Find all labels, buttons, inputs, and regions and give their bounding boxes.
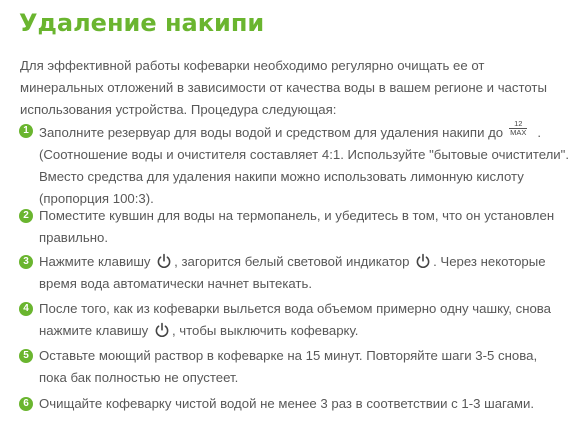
intro-paragraph — [20, 55, 547, 121]
step-line: время вода автоматически начнет вытекать. — [39, 276, 313, 291]
max-level-mark — [509, 120, 527, 137]
step-line: После того, как из кофеварки выльется вода объемом примерно одну чашку, снова — [39, 301, 552, 316]
step-line: Очищайте кофеварку чистой водой не менее 3 раз в соответствии с 1-3 шагами. — [39, 396, 535, 411]
step-text — [39, 393, 534, 415]
step-line: Оставьте моющий раствор в кофеварке на 15 минут. Повторяйте шаги 3-5 снова, — [39, 348, 538, 363]
step-line: . Через некоторые — [433, 254, 546, 269]
step-line: , чтобы выключить кофеварку. — [171, 323, 359, 338]
step-number-badge: 3 — [19, 255, 33, 269]
intro-line: использования устройства. Процедура следующая: — [20, 102, 337, 117]
step-line: пока бак полностью не опустеет. — [39, 370, 239, 385]
step-line: (пропорция 100:3). — [39, 191, 154, 206]
max-level-mark-bottom: MAX — [510, 128, 527, 137]
step-line: Поместите кувшин для воды на термопанель, и убедитесь в том, что он установлен — [39, 208, 555, 223]
step-line: Вместо средства для удаления накипи можно использовать лимонную кислоту — [39, 169, 524, 184]
power-icon — [154, 322, 170, 338]
max-level-mark-top: 12 — [509, 120, 527, 129]
step-line: правильно. — [39, 230, 109, 245]
step-number-badge: 2 — [19, 209, 33, 223]
step-text — [39, 251, 546, 295]
step-line: (Соотношение воды и очистителя составляет 4:1. Используйте "бытовые очистители". — [39, 147, 569, 162]
intro-line: Для эффективной работы кофеварки необходимо регулярно очищать ее от — [20, 58, 485, 73]
step-line: , загорится белый световой индикатор — [174, 254, 410, 269]
page-title: Удаление накипи — [19, 9, 265, 37]
power-icon — [156, 253, 172, 269]
power-indicator-icon — [415, 253, 431, 269]
step-number-badge: 4 — [19, 302, 33, 316]
step-text — [39, 205, 555, 249]
step-number-badge: 6 — [19, 397, 33, 411]
step-line: Заполните резервуар для воды водой и средством для удаления накипи до — [39, 125, 504, 140]
step-text — [39, 345, 538, 389]
step-text — [39, 119, 569, 210]
intro-line: минеральных отложений в зависимости от качества воды в вашем регионе и частоты — [20, 80, 547, 95]
step-number-badge: 1 — [19, 124, 33, 138]
step-text — [39, 298, 552, 342]
step-line-end: . — [537, 125, 542, 140]
step-number-badge: 5 — [19, 349, 33, 363]
step-line: нажмите клавишу — [39, 323, 149, 338]
step-line: Нажмите клавишу — [39, 254, 151, 269]
